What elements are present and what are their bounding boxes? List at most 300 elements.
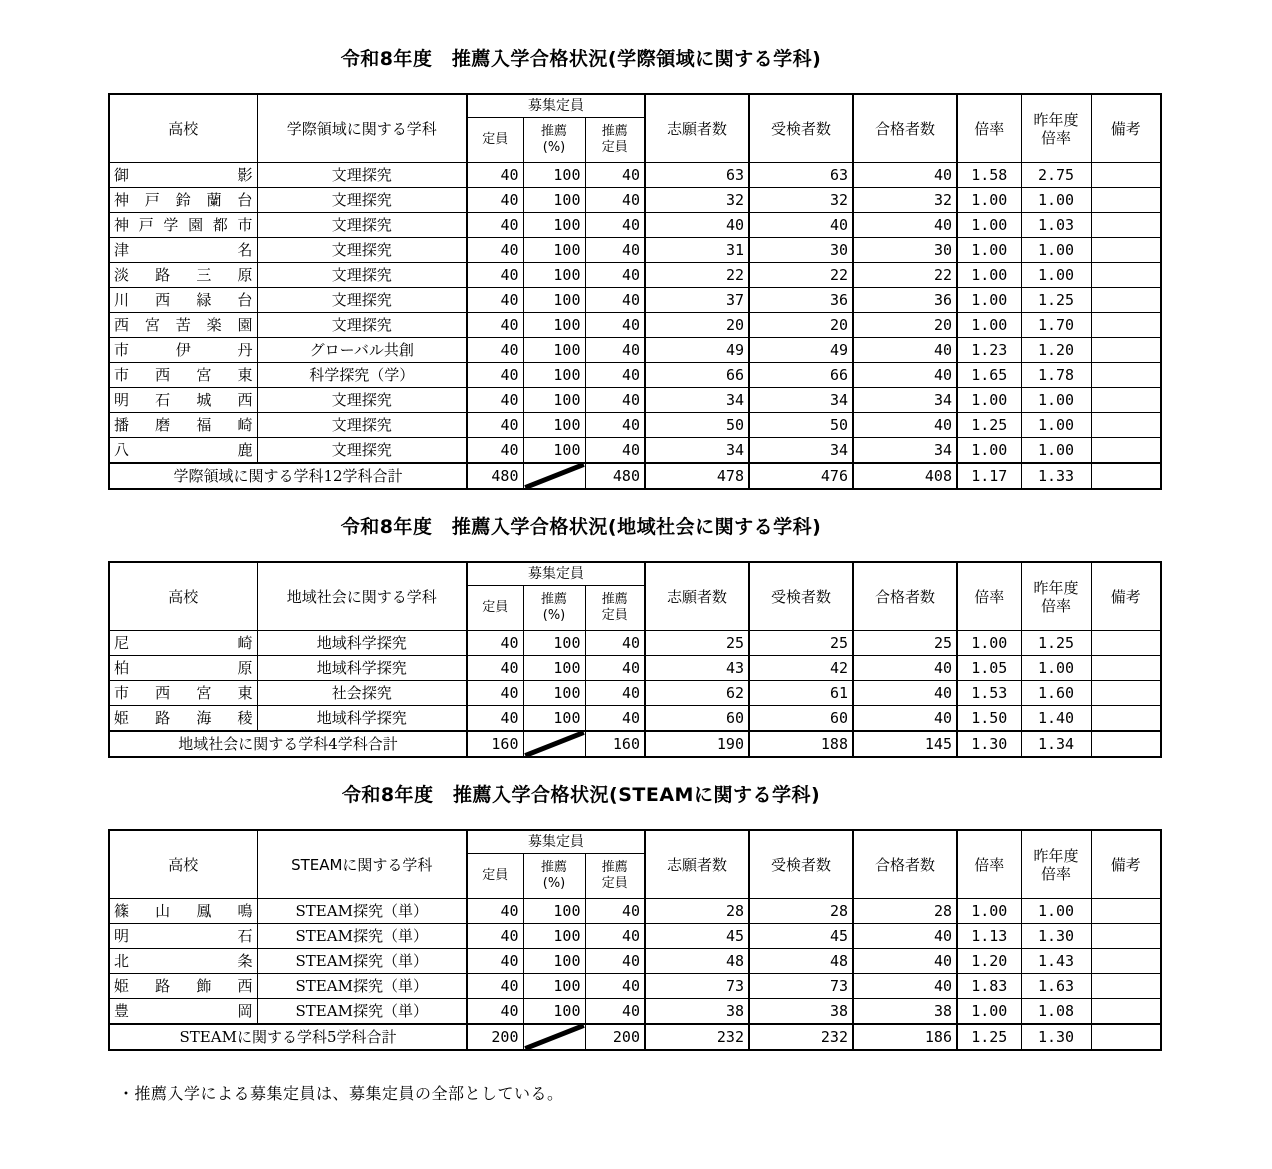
header-capacity-group: 募集定員 [467,562,645,586]
cell-accepted: 40 [853,706,957,732]
cell-department: 文理探究 [257,388,467,413]
cell-recommend-quota: 40 [585,631,645,656]
header-department: 地域社会に関する学科 [257,562,467,631]
cell-note [1091,438,1161,464]
cell-capacity: 40 [467,681,523,706]
cell-recommend-pct: 100 [523,213,585,238]
cell-accepted: 30 [853,238,957,263]
table-row [109,188,1161,213]
cell-recommend-pct: 100 [523,438,585,464]
header-capacity-group: 募集定員 [467,94,645,118]
footnote: ・推薦入学による募集定員は、募集定員の全部としている。 [118,1084,564,1103]
header-recommend-pct: 推薦 (%) [523,854,585,899]
header-school: 高校 [109,562,257,631]
cell-prev-ratio: 1.00 [1021,263,1091,288]
cell-recommend-pct: 100 [523,631,585,656]
cell-department: 文理探究 [257,188,467,213]
table-row [109,238,1161,263]
cell-capacity: 40 [467,974,523,999]
cell-school: 明石 [109,924,257,949]
cell-accepted: 40 [853,656,957,681]
cell-recommend-quota: 40 [585,974,645,999]
cell-applicants: 22 [645,263,749,288]
header-recommend-quota: 推薦 定員 [585,118,645,163]
cell-capacity: 40 [467,924,523,949]
cell-department: 文理探究 [257,438,467,464]
cell-examinees: 36 [749,288,853,313]
header-capacity-total: 定員 [467,118,523,163]
cell-accepted: 40 [853,413,957,438]
cell-recommend-quota: 40 [585,681,645,706]
cell-examinees: 40 [749,213,853,238]
cell-department: 社会探究 [257,681,467,706]
table-row [109,388,1161,413]
cell-recommend-quota: 40 [585,999,645,1025]
cell-examinees: 49 [749,338,853,363]
cell-applicants: 25 [645,631,749,656]
cell-accepted: 40 [853,924,957,949]
cell-recommend-quota: 40 [585,313,645,338]
cell-note [1091,238,1161,263]
cell-ratio: 1.00 [957,388,1021,413]
cell-applicants: 63 [645,163,749,188]
cell-recommend-pct: 100 [523,188,585,213]
cell-school: 播磨福崎 [109,413,257,438]
header-accepted: 合格者数 [853,562,957,631]
cell-accepted: 38 [853,999,957,1025]
cell-accepted: 40 [853,949,957,974]
cell-note [1091,213,1161,238]
cell-recommend-pct: 100 [523,413,585,438]
cell-total-applicants: 232 [645,1024,749,1050]
cell-school: 豊岡 [109,999,257,1025]
cell-capacity: 40 [467,949,523,974]
header-accepted: 合格者数 [853,830,957,899]
cell-recommend-quota: 40 [585,263,645,288]
cell-department: グローバル共創 [257,338,467,363]
table-body [109,163,1161,490]
cell-capacity: 40 [467,363,523,388]
cell-ratio: 1.50 [957,706,1021,732]
cell-prev-ratio: 1.20 [1021,338,1091,363]
cell-school: 神戸鈴蘭台 [109,188,257,213]
cell-ratio: 1.00 [957,313,1021,338]
admission-table [108,93,1162,490]
cell-applicants: 50 [645,413,749,438]
cell-recommend-pct: 100 [523,999,585,1025]
cell-ratio: 1.00 [957,188,1021,213]
cell-recommend-quota: 40 [585,706,645,732]
cell-applicants: 40 [645,213,749,238]
cell-recommend-quota: 40 [585,163,645,188]
cell-applicants: 32 [645,188,749,213]
cell-accepted: 28 [853,899,957,924]
cell-department: 文理探究 [257,238,467,263]
cell-recommend-quota: 40 [585,238,645,263]
table-row [109,631,1161,656]
cell-applicants: 20 [645,313,749,338]
table-row [109,263,1161,288]
cell-accepted: 34 [853,438,957,464]
cell-examinees: 66 [749,363,853,388]
cell-accepted: 25 [853,631,957,656]
section-title: 令和8年度 推薦入学合格状況(地域社会に関する学科) [340,516,822,538]
cell-recommend-quota: 40 [585,188,645,213]
table-row [109,924,1161,949]
cell-examinees: 63 [749,163,853,188]
cell-recommend-pct: 100 [523,949,585,974]
header-ratio: 倍率 [957,830,1021,899]
cell-capacity: 40 [467,706,523,732]
cell-ratio: 1.00 [957,213,1021,238]
cell-examinees: 25 [749,631,853,656]
cell-accepted: 36 [853,288,957,313]
cell-examinees: 34 [749,438,853,464]
table-row [109,438,1161,464]
cell-school: 市西宮東 [109,681,257,706]
cell-ratio: 1.25 [957,413,1021,438]
cell-ratio: 1.00 [957,438,1021,464]
cell-examinees: 30 [749,238,853,263]
admission-table [108,561,1162,758]
cell-school: 川西緑台 [109,288,257,313]
cell-capacity: 40 [467,899,523,924]
cell-recommend-quota: 40 [585,413,645,438]
cell-capacity: 40 [467,999,523,1025]
cell-school: 津名 [109,238,257,263]
cell-school: 市伊丹 [109,338,257,363]
cell-department: STEAM探究（単） [257,924,467,949]
header-prev-ratio: 昨年度 倍率 [1021,94,1091,163]
admission-table [108,829,1162,1051]
cell-note [1091,631,1161,656]
cell-recommend-pct: 100 [523,263,585,288]
header-school: 高校 [109,94,257,163]
header-department: STEAMに関する学科 [257,830,467,899]
cell-ratio: 1.00 [957,288,1021,313]
cell-prev-ratio: 1.00 [1021,438,1091,464]
cell-accepted: 40 [853,213,957,238]
cell-ratio: 1.58 [957,163,1021,188]
cell-applicants: 62 [645,681,749,706]
cell-note [1091,163,1161,188]
table-row [109,999,1161,1025]
cell-department: STEAM探究（単） [257,974,467,999]
cell-capacity: 40 [467,338,523,363]
table-header [109,562,1161,631]
cell-accepted: 40 [853,163,957,188]
cell-recommend-pct: 100 [523,656,585,681]
cell-examinees: 50 [749,413,853,438]
section-interdisciplinary [0,0,1272,490]
cell-applicants: 73 [645,974,749,999]
cell-total-recommend-pct-slash [523,463,585,489]
cell-recommend-quota: 40 [585,213,645,238]
cell-total-prev-ratio: 1.33 [1021,463,1091,489]
table-row [109,899,1161,924]
cell-prev-ratio: 1.43 [1021,949,1091,974]
cell-total-note [1091,463,1161,489]
header-prev-ratio: 昨年度 倍率 [1021,562,1091,631]
cell-accepted: 40 [853,681,957,706]
cell-school: 御影 [109,163,257,188]
header-department: 学際領域に関する学科 [257,94,467,163]
cell-capacity: 40 [467,413,523,438]
cell-school: 柏原 [109,656,257,681]
cell-total-label: STEAMに関する学科5学科合計 [109,1024,467,1050]
cell-recommend-pct: 100 [523,163,585,188]
cell-prev-ratio: 1.60 [1021,681,1091,706]
cell-department: 文理探究 [257,313,467,338]
cell-total-recommend-pct-slash [523,1024,585,1050]
cell-recommend-pct: 100 [523,899,585,924]
cell-ratio: 1.00 [957,631,1021,656]
cell-note [1091,288,1161,313]
cell-note [1091,681,1161,706]
cell-total-recommend-quota: 200 [585,1024,645,1050]
cell-capacity: 40 [467,438,523,464]
cell-total-applicants: 190 [645,731,749,757]
cell-total-ratio: 1.17 [957,463,1021,489]
cell-accepted: 34 [853,388,957,413]
table-total-row [109,463,1161,489]
cell-accepted: 40 [853,338,957,363]
header-recommend-quota: 推薦 定員 [585,854,645,899]
cell-total-label: 学際領域に関する学科12学科合計 [109,463,467,489]
header-capacity-group: 募集定員 [467,830,645,854]
cell-total-prev-ratio: 1.30 [1021,1024,1091,1050]
table-row [109,288,1161,313]
cell-recommend-quota: 40 [585,338,645,363]
cell-ratio: 1.05 [957,656,1021,681]
table-row [109,681,1161,706]
cell-total-accepted: 186 [853,1024,957,1050]
cell-capacity: 40 [467,656,523,681]
cell-ratio: 1.53 [957,681,1021,706]
cell-school: 神戸学園都市 [109,213,257,238]
section-title: 令和8年度 推薦入学合格状況(STEAMに関する学科) [341,784,821,806]
cell-applicants: 31 [645,238,749,263]
header-recommend-pct: 推薦 (%) [523,586,585,631]
header-prev-ratio: 昨年度 倍率 [1021,830,1091,899]
cell-recommend-quota: 40 [585,924,645,949]
header-note: 備考 [1091,562,1161,631]
cell-examinees: 60 [749,706,853,732]
cell-total-label: 地域社会に関する学科4学科合計 [109,731,467,757]
cell-prev-ratio: 1.78 [1021,363,1091,388]
cell-accepted: 22 [853,263,957,288]
cell-capacity: 40 [467,188,523,213]
header-recommend-quota: 推薦 定員 [585,586,645,631]
table-body [109,631,1161,758]
cell-recommend-pct: 100 [523,681,585,706]
cell-prev-ratio: 1.70 [1021,313,1091,338]
cell-prev-ratio: 1.03 [1021,213,1091,238]
header-note: 備考 [1091,830,1161,899]
cell-school: 北条 [109,949,257,974]
table-row [109,974,1161,999]
cell-prev-ratio: 1.00 [1021,188,1091,213]
cell-applicants: 34 [645,388,749,413]
header-applicants: 志願者数 [645,562,749,631]
cell-recommend-pct: 100 [523,706,585,732]
cell-applicants: 66 [645,363,749,388]
table-row [109,363,1161,388]
cell-ratio: 1.00 [957,238,1021,263]
cell-total-examinees: 476 [749,463,853,489]
table-row [109,338,1161,363]
cell-ratio: 1.00 [957,263,1021,288]
cell-prev-ratio: 1.00 [1021,238,1091,263]
cell-department: STEAM探究（単） [257,949,467,974]
section-local-society [0,490,1272,758]
cell-recommend-quota: 40 [585,949,645,974]
header-recommend-pct: 推薦 (%) [523,118,585,163]
cell-examinees: 42 [749,656,853,681]
cell-school: 尼崎 [109,631,257,656]
cell-capacity: 40 [467,631,523,656]
cell-recommend-quota: 40 [585,363,645,388]
cell-ratio: 1.23 [957,338,1021,363]
header-accepted: 合格者数 [853,94,957,163]
cell-examinees: 32 [749,188,853,213]
cell-total-ratio: 1.25 [957,1024,1021,1050]
cell-recommend-quota: 40 [585,438,645,464]
cell-prev-ratio: 1.25 [1021,288,1091,313]
cell-examinees: 28 [749,899,853,924]
cell-capacity: 40 [467,388,523,413]
cell-recommend-pct: 100 [523,363,585,388]
cell-recommend-pct: 100 [523,238,585,263]
cell-note [1091,656,1161,681]
cell-department: 地域科学探究 [257,656,467,681]
cell-note [1091,924,1161,949]
table-row [109,706,1161,732]
cell-school: 姫路海稜 [109,706,257,732]
cell-ratio: 1.20 [957,949,1021,974]
cell-capacity: 40 [467,163,523,188]
cell-school: 市西宮東 [109,363,257,388]
cell-school: 西宮苦楽園 [109,313,257,338]
header-capacity-total: 定員 [467,854,523,899]
cell-total-applicants: 478 [645,463,749,489]
table-row [109,413,1161,438]
cell-department: 文理探究 [257,263,467,288]
cell-prev-ratio: 2.75 [1021,163,1091,188]
cell-accepted: 20 [853,313,957,338]
cell-note [1091,388,1161,413]
header-ratio: 倍率 [957,562,1021,631]
header-examinees: 受検者数 [749,94,853,163]
cell-department: STEAM探究（単） [257,999,467,1025]
cell-examinees: 73 [749,974,853,999]
cell-examinees: 61 [749,681,853,706]
cell-capacity: 40 [467,263,523,288]
cell-total-recommend-quota: 160 [585,731,645,757]
cell-accepted: 40 [853,363,957,388]
cell-applicants: 60 [645,706,749,732]
section-steam [0,758,1272,1051]
cell-department: 文理探究 [257,288,467,313]
cell-recommend-quota: 40 [585,388,645,413]
cell-examinees: 48 [749,949,853,974]
cell-prev-ratio: 1.25 [1021,631,1091,656]
cell-ratio: 1.00 [957,999,1021,1025]
cell-school: 八鹿 [109,438,257,464]
cell-prev-ratio: 1.00 [1021,413,1091,438]
cell-accepted: 40 [853,974,957,999]
cell-applicants: 49 [645,338,749,363]
cell-recommend-pct: 100 [523,924,585,949]
cell-total-examinees: 232 [749,1024,853,1050]
cell-note [1091,974,1161,999]
table-row [109,656,1161,681]
cell-total-capacity: 160 [467,731,523,757]
cell-note [1091,263,1161,288]
cell-capacity: 40 [467,238,523,263]
cell-accepted: 32 [853,188,957,213]
cell-recommend-pct: 100 [523,313,585,338]
header-examinees: 受検者数 [749,830,853,899]
cell-examinees: 45 [749,924,853,949]
cell-department: STEAM探究（単） [257,899,467,924]
cell-prev-ratio: 1.40 [1021,706,1091,732]
cell-note [1091,188,1161,213]
header-school: 高校 [109,830,257,899]
cell-prev-ratio: 1.30 [1021,924,1091,949]
cell-department: 文理探究 [257,163,467,188]
cell-ratio: 1.65 [957,363,1021,388]
table-row [109,313,1161,338]
cell-applicants: 45 [645,924,749,949]
cell-department: 地域科学探究 [257,631,467,656]
table-total-row [109,731,1161,757]
cell-recommend-pct: 100 [523,974,585,999]
cell-total-note [1091,1024,1161,1050]
cell-capacity: 40 [467,288,523,313]
cell-total-examinees: 188 [749,731,853,757]
cell-recommend-quota: 40 [585,899,645,924]
header-applicants: 志願者数 [645,94,749,163]
cell-applicants: 28 [645,899,749,924]
cell-capacity: 40 [467,313,523,338]
table-header [109,94,1161,163]
cell-department: 文理探究 [257,213,467,238]
cell-note [1091,413,1161,438]
cell-school: 明石城西 [109,388,257,413]
cell-applicants: 43 [645,656,749,681]
cell-note [1091,899,1161,924]
cell-recommend-quota: 40 [585,656,645,681]
cell-note [1091,949,1161,974]
cell-total-ratio: 1.30 [957,731,1021,757]
cell-prev-ratio: 1.00 [1021,656,1091,681]
header-ratio: 倍率 [957,94,1021,163]
cell-applicants: 37 [645,288,749,313]
cell-prev-ratio: 1.63 [1021,974,1091,999]
cell-total-capacity: 200 [467,1024,523,1050]
cell-total-accepted: 145 [853,731,957,757]
cell-capacity: 40 [467,213,523,238]
cell-examinees: 38 [749,999,853,1025]
cell-prev-ratio: 1.00 [1021,899,1091,924]
header-capacity-total: 定員 [467,586,523,631]
cell-examinees: 22 [749,263,853,288]
cell-department: 地域科学探究 [257,706,467,732]
cell-total-recommend-pct-slash [523,731,585,757]
section-title: 令和8年度 推薦入学合格状況(学際領域に関する学科) [340,48,822,70]
cell-prev-ratio: 1.00 [1021,388,1091,413]
